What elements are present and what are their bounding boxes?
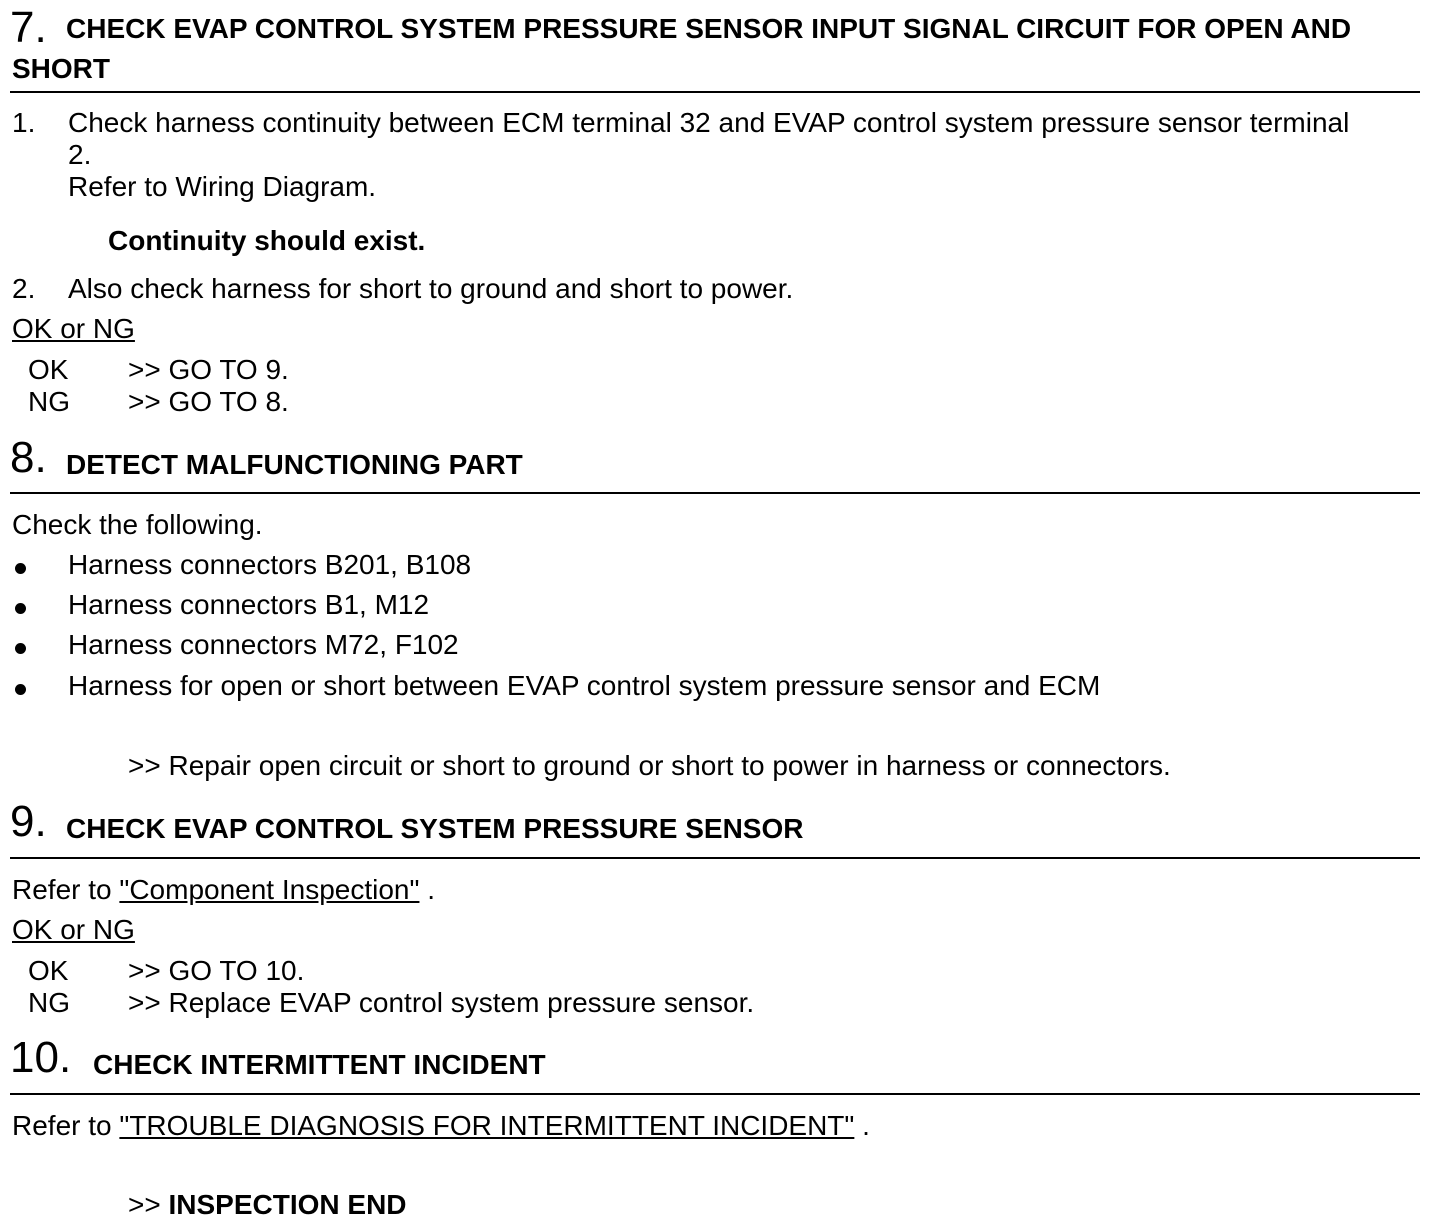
step-8-action: >> Repair open circuit or short to ground or short to power in harness or connectors. (128, 750, 1171, 781)
step-8-divider (10, 492, 1420, 494)
step-8-bullet-item: Harness connectors B1, M12 (68, 589, 430, 620)
inspection-end-line (128, 1189, 407, 1221)
inspection-end-prefix: >> (128, 1189, 161, 1220)
step-9-ng-action: >> Replace EVAP control system pressure sensor. (128, 987, 755, 1018)
step-7-divider (10, 91, 1420, 93)
step-8-number: 8. (10, 433, 47, 482)
step-9-ng-label: NG (28, 987, 70, 1018)
step-9-ok-label: OK (28, 955, 69, 986)
step-9-divider (10, 857, 1420, 859)
step-7-item-1-number: 1. (12, 107, 36, 138)
step-10-number: 10. (10, 1033, 72, 1082)
step-7-item-1-refer: Refer to Wiring Diagram. (68, 171, 377, 202)
trouble-diagnosis-link[interactable]: "TROUBLE DIAGNOSIS FOR INTERMITTENT INCIDENT" (119, 1110, 855, 1141)
bullet-dot (15, 563, 26, 574)
step-7-ng-action: >> GO TO 8. (128, 386, 289, 417)
step-8-bullet-item: Harness for open or short between EVAP control system pressure sensor and ECM (68, 670, 1101, 701)
step-7-continuity-note: Continuity should exist. (108, 225, 426, 256)
step-7-item-2-number: 2. (12, 273, 36, 304)
step-7-title-line2: SHORT (12, 53, 110, 84)
step-7-ok-or-ng-label: OK or NG (12, 313, 135, 344)
step-10-refer-line (12, 1110, 870, 1142)
step-8-intro: Check the following. (12, 509, 263, 540)
step-8-bullet-item: Harness connectors B201, B108 (68, 549, 472, 580)
step-9-number: 9. (10, 797, 47, 846)
step-9-refer-suffix: . (427, 874, 436, 905)
step-10-divider (10, 1093, 1420, 1095)
step-8-title: DETECT MALFUNCTIONING PART (66, 449, 523, 480)
step-7-ok-action: >> GO TO 9. (128, 354, 289, 385)
step-9-refer-prefix: Refer to (12, 874, 112, 905)
step-7-title-line1: CHECK EVAP CONTROL SYSTEM PRESSURE SENSOR INPUT SIGNAL CIRCUIT FOR OPEN AND (66, 13, 1352, 44)
step-10-title: CHECK INTERMITTENT INCIDENT (93, 1049, 546, 1080)
step-8-bullet-item: Harness connectors M72, F102 (68, 629, 459, 660)
step-7-ng-label: NG (28, 386, 70, 417)
inspection-end-text: INSPECTION END (168, 1189, 407, 1220)
step-7-ok-label: OK (28, 354, 69, 385)
bullet-dot (15, 684, 26, 695)
step-7-number: 7. (10, 3, 47, 52)
step-10-refer-suffix: . (862, 1110, 870, 1141)
bullet-dot (15, 603, 26, 614)
step-9-refer-line (12, 874, 435, 906)
step-9-ok-action: >> GO TO 10. (128, 955, 305, 986)
step-10-refer-prefix: Refer to (12, 1110, 112, 1141)
step-7-item-1-line1: Check harness continuity between ECM terminal 32 and EVAP control system pressure sensor terminal (68, 107, 1350, 138)
step-9-title: CHECK EVAP CONTROL SYSTEM PRESSURE SENSOR (66, 813, 804, 844)
component-inspection-link[interactable]: "Component Inspection" (119, 874, 420, 905)
step-9-ok-or-ng-label: OK or NG (12, 914, 135, 945)
step-7-item-1-line2: 2. (68, 139, 92, 170)
bullet-dot (15, 643, 26, 654)
step-7-item-2-text: Also check harness for short to ground and short to power. (68, 273, 794, 304)
